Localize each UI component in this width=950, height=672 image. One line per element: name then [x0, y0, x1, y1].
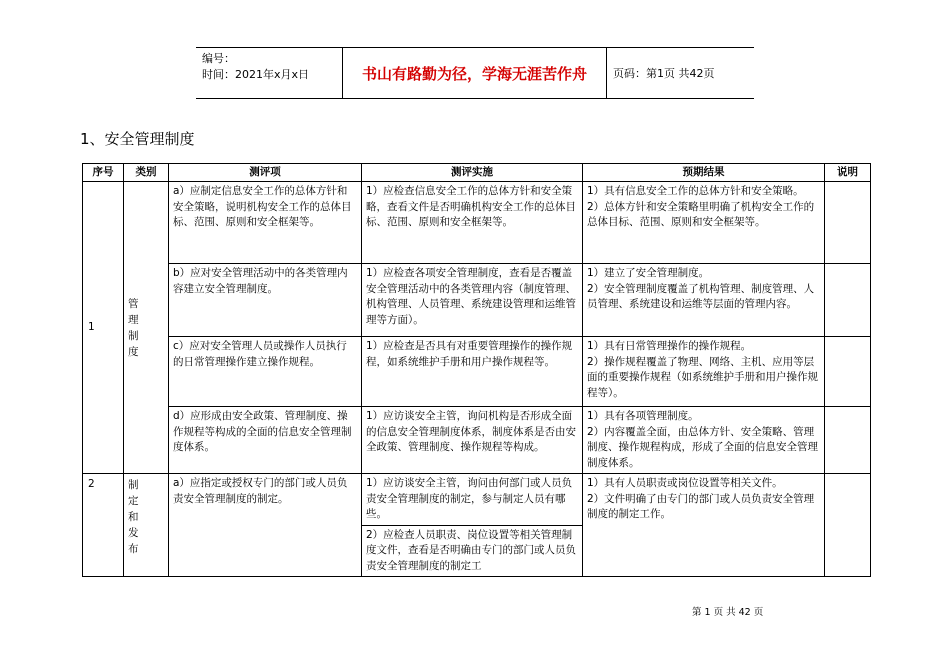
item-cell: b）应对安全管理活动中的各类管理内容建立安全管理制度。	[169, 264, 362, 337]
col-header-num: 序号	[83, 164, 124, 182]
table-row	[83, 474, 871, 526]
table-row	[83, 407, 871, 474]
date-line: 时间：2021年x月x日	[202, 68, 310, 81]
note-cell	[825, 337, 871, 407]
row-category: 管理制度	[124, 182, 169, 474]
result-cell: 1）具有人员职责或岗位设置等相关文件。 2）文件明确了由专门的部门或人员负责安全管理制度的制定工作。	[583, 474, 825, 577]
col-header-impl: 测评实施	[362, 164, 583, 182]
serial-label: 编号：	[202, 52, 235, 65]
col-header-category: 类别	[124, 164, 169, 182]
result-cell: 1）具有信息安全工作的总体方针和安全策略。 2）总体方针和安全策略里明确了机构安全工作的总体目标、范围、原则和安全框架等。	[583, 182, 825, 264]
impl-cell: 1）应检查信息安全工作的总体方针和安全策略，查看文件是否明确机构安全工作的总体目标、范围、原则和安全框架等。	[362, 182, 583, 264]
impl-cell: 1）应检查是否具有对重要管理操作的操作规程，如系统维护手册和用户操作规程等。	[362, 337, 583, 407]
note-cell	[825, 407, 871, 474]
impl-cell: 2）应检查人员职责、岗位设置等相关管理制度文件，查看是否明确由专门的部门或人员负责安全管理制度的制定工	[362, 525, 583, 577]
result-cell: 1）具有各项管理制度。 2）内容覆盖全面，由总体方针、安全策略、管理制度、操作规程构成，形成了全面的信息安全管理制度体系。	[583, 407, 825, 474]
impl-cell: 1）应检查各项安全管理制度，查看是否覆盖安全管理活动中的各类管理内容（制度管理、机构管理、人员管理、系统建设管理和运维管理等方面）。	[362, 264, 583, 337]
impl-cell: 1）应访谈安全主管，询问机构是否形成全面的信息安全管理制度体系，制度体系是否由安全政策、管理制度、操作规程等构成。	[362, 407, 583, 474]
item-cell: a）应制定信息安全工作的总体方针和安全策略，说明机构安全工作的总体目标、范围、原则和安全框架等。	[169, 182, 362, 264]
result-cell: 1）具有日常管理操作的操作规程。 2）操作规程覆盖了物理、网络、主机、应用等层面的重要操作规程（如系统维护手册和用户操作规程等）。	[583, 337, 825, 407]
evaluation-table	[82, 163, 871, 577]
note-cell	[825, 182, 871, 264]
item-cell: c）应对安全管理人员或操作人员执行的日常管理操作建立操作规程。	[169, 337, 362, 407]
table-row	[83, 182, 871, 264]
page-footer: 第 1 页 共 42 页	[692, 607, 764, 618]
col-header-result: 预期结果	[583, 164, 825, 182]
note-cell	[825, 264, 871, 337]
header-page-info: 页码：第1页 共42页	[613, 67, 715, 80]
col-header-item: 测评项	[169, 164, 362, 182]
item-cell: a）应指定或授权专门的部门或人员负责安全管理制度的制定。	[169, 474, 362, 577]
row-num: 1	[83, 182, 124, 474]
header-meta	[196, 48, 342, 98]
note-cell	[825, 474, 871, 577]
result-cell: 1）建立了安全管理制度。 2）安全管理制度覆盖了机构管理、制度管理、人员管理、系统建设和运维等层面的管理内容。	[583, 264, 825, 337]
table-row	[83, 337, 871, 407]
col-header-note: 说明	[825, 164, 871, 182]
item-cell: d）应形成由安全政策、管理制度、操作规程等构成的全面的信息安全管理制度体系。	[169, 407, 362, 474]
table-row	[83, 264, 871, 337]
impl-cell: 1）应访谈安全主管，询问由何部门或人员负责安全管理制度的制定，参与制定人员有哪些。	[362, 474, 583, 526]
page-header	[196, 47, 754, 99]
section-title: 1、安全管理制度	[80, 130, 195, 148]
row-category: 制定和发布	[124, 474, 169, 577]
header-motto: 书山有路勤为径，学海无涯苦作舟	[342, 48, 607, 98]
table-header-row	[83, 164, 871, 182]
row-num: 2	[83, 474, 124, 577]
